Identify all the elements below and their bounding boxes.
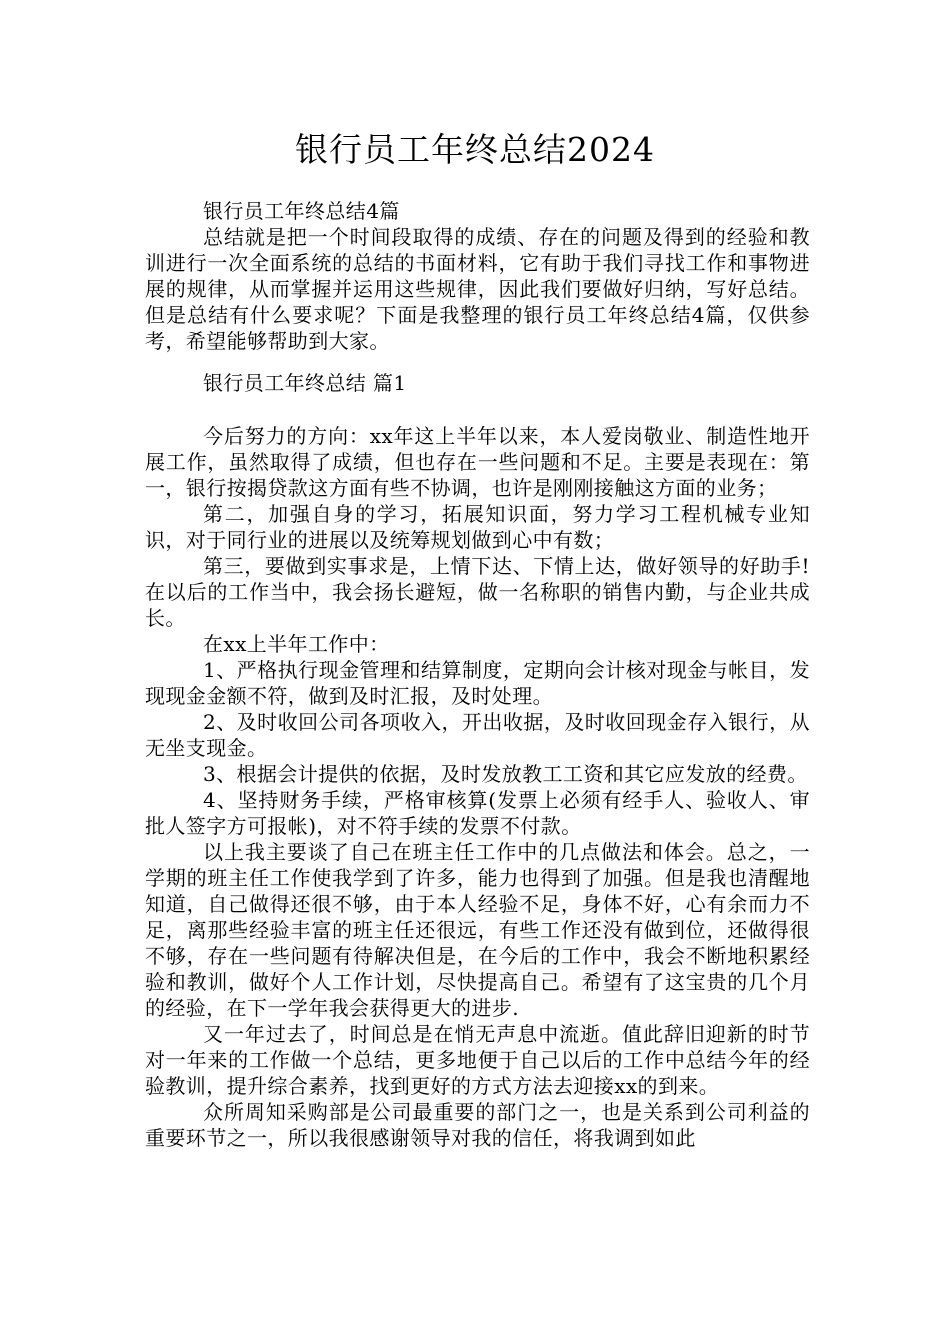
list-item: 3、根据会计提供的依据，及时发放教工工资和其它应发放的经费。 [203, 762, 808, 786]
paragraph: 在xx上半年工作中： [203, 632, 390, 656]
intro-subtitle: 银行员工年终总结4篇 [203, 199, 400, 223]
list-item: 4、坚持财务手续，严格审核算(发票上必须有经手人、验收人、审批人签字方可报帐)，对不符手续的发票不付款。 [145, 788, 810, 838]
spacer [145, 396, 810, 423]
list-item: 1、严格执行现金管理和结算制度，定期向会计核对现金与帐目，发现现金金额不符，做到及时汇报，及时处理。 [145, 658, 810, 708]
paragraph: 又一年过去了，时间总是在悄无声息中流逝。值此辞旧迎新的时节对一年来的工作做一个总结，更多地便于自己以后的工作中总结今年的经验教训，提升综合素养，找到更好的方式方法去迎接xx的到来。 [145, 1022, 810, 1098]
paragraph: 众所周知采购部是公司最重要的部门之一，也是关系到公司利益的重要环节之一，所以我很感谢领导对我的信任，将我调到如此 [145, 1100, 810, 1150]
document-title: 银行员工年终总结2024 [295, 130, 655, 169]
paragraph: 今后努力的方向：xx年这上半年以来，本人爱岗敬业、制造性地开展工作，虽然取得了成绩，但也存在一些问题和不足。主要是表现在：第一，银行按揭贷款这方面有些不协调，也许是刚刚接触这方面的业务； [145, 424, 810, 500]
section-heading: 银行员工年终总结 篇1 [203, 371, 407, 395]
paragraph: 第三，要做到实事求是，上情下达、下情上达，做好领导的好助手!在以后的工作当中，我会扬长避短，做一名称职的销售内勤，与企业共成长。 [145, 554, 810, 630]
spacer [145, 354, 810, 370]
document-body [145, 198, 810, 1151]
list-item: 2、及时收回公司各项收入，开出收据，及时收回现金存入银行，从无坐支现金。 [145, 710, 810, 760]
intro-paragraph: 总结就是把一个时间段取得的成绩、存在的问题及得到的经验和教训进行一次全面系统的总结的书面材料，它有助于我们寻找工作和事物进展的规律，从而掌握并运用这些规律，因此我们要做好归纳，写好总结。但是总结有什么要求呢？下面是我整理的银行员工年终总结4篇，仅供参考，希望能够帮助到大家。 [145, 225, 810, 353]
paragraph: 以上我主要谈了自己在班主任工作中的几点做法和体会。总之，一学期的班主任工作使我学到了许多，能力也得到了加强。但是我也清醒地知道，自己做得还很不够，由于本人经验不足，身体不好，心有余而力不足，离那些经验丰富的班主任还很远，有些工作还没有做到位，还做得很不够，存在一些问题有待解决但是，在今后的工作中，我会不断地积累经验和教训，做好个人工作计划，尽快提高自己。希望有了这宝贵的几个月的经验，在下一学年我会获得更大的进步. [145, 840, 810, 1020]
paragraph: 第二，加强自身的学习，拓展知识面，努力学习工程机械专业知识，对于同行业的进展以及统筹规划做到心中有数； [145, 502, 810, 552]
